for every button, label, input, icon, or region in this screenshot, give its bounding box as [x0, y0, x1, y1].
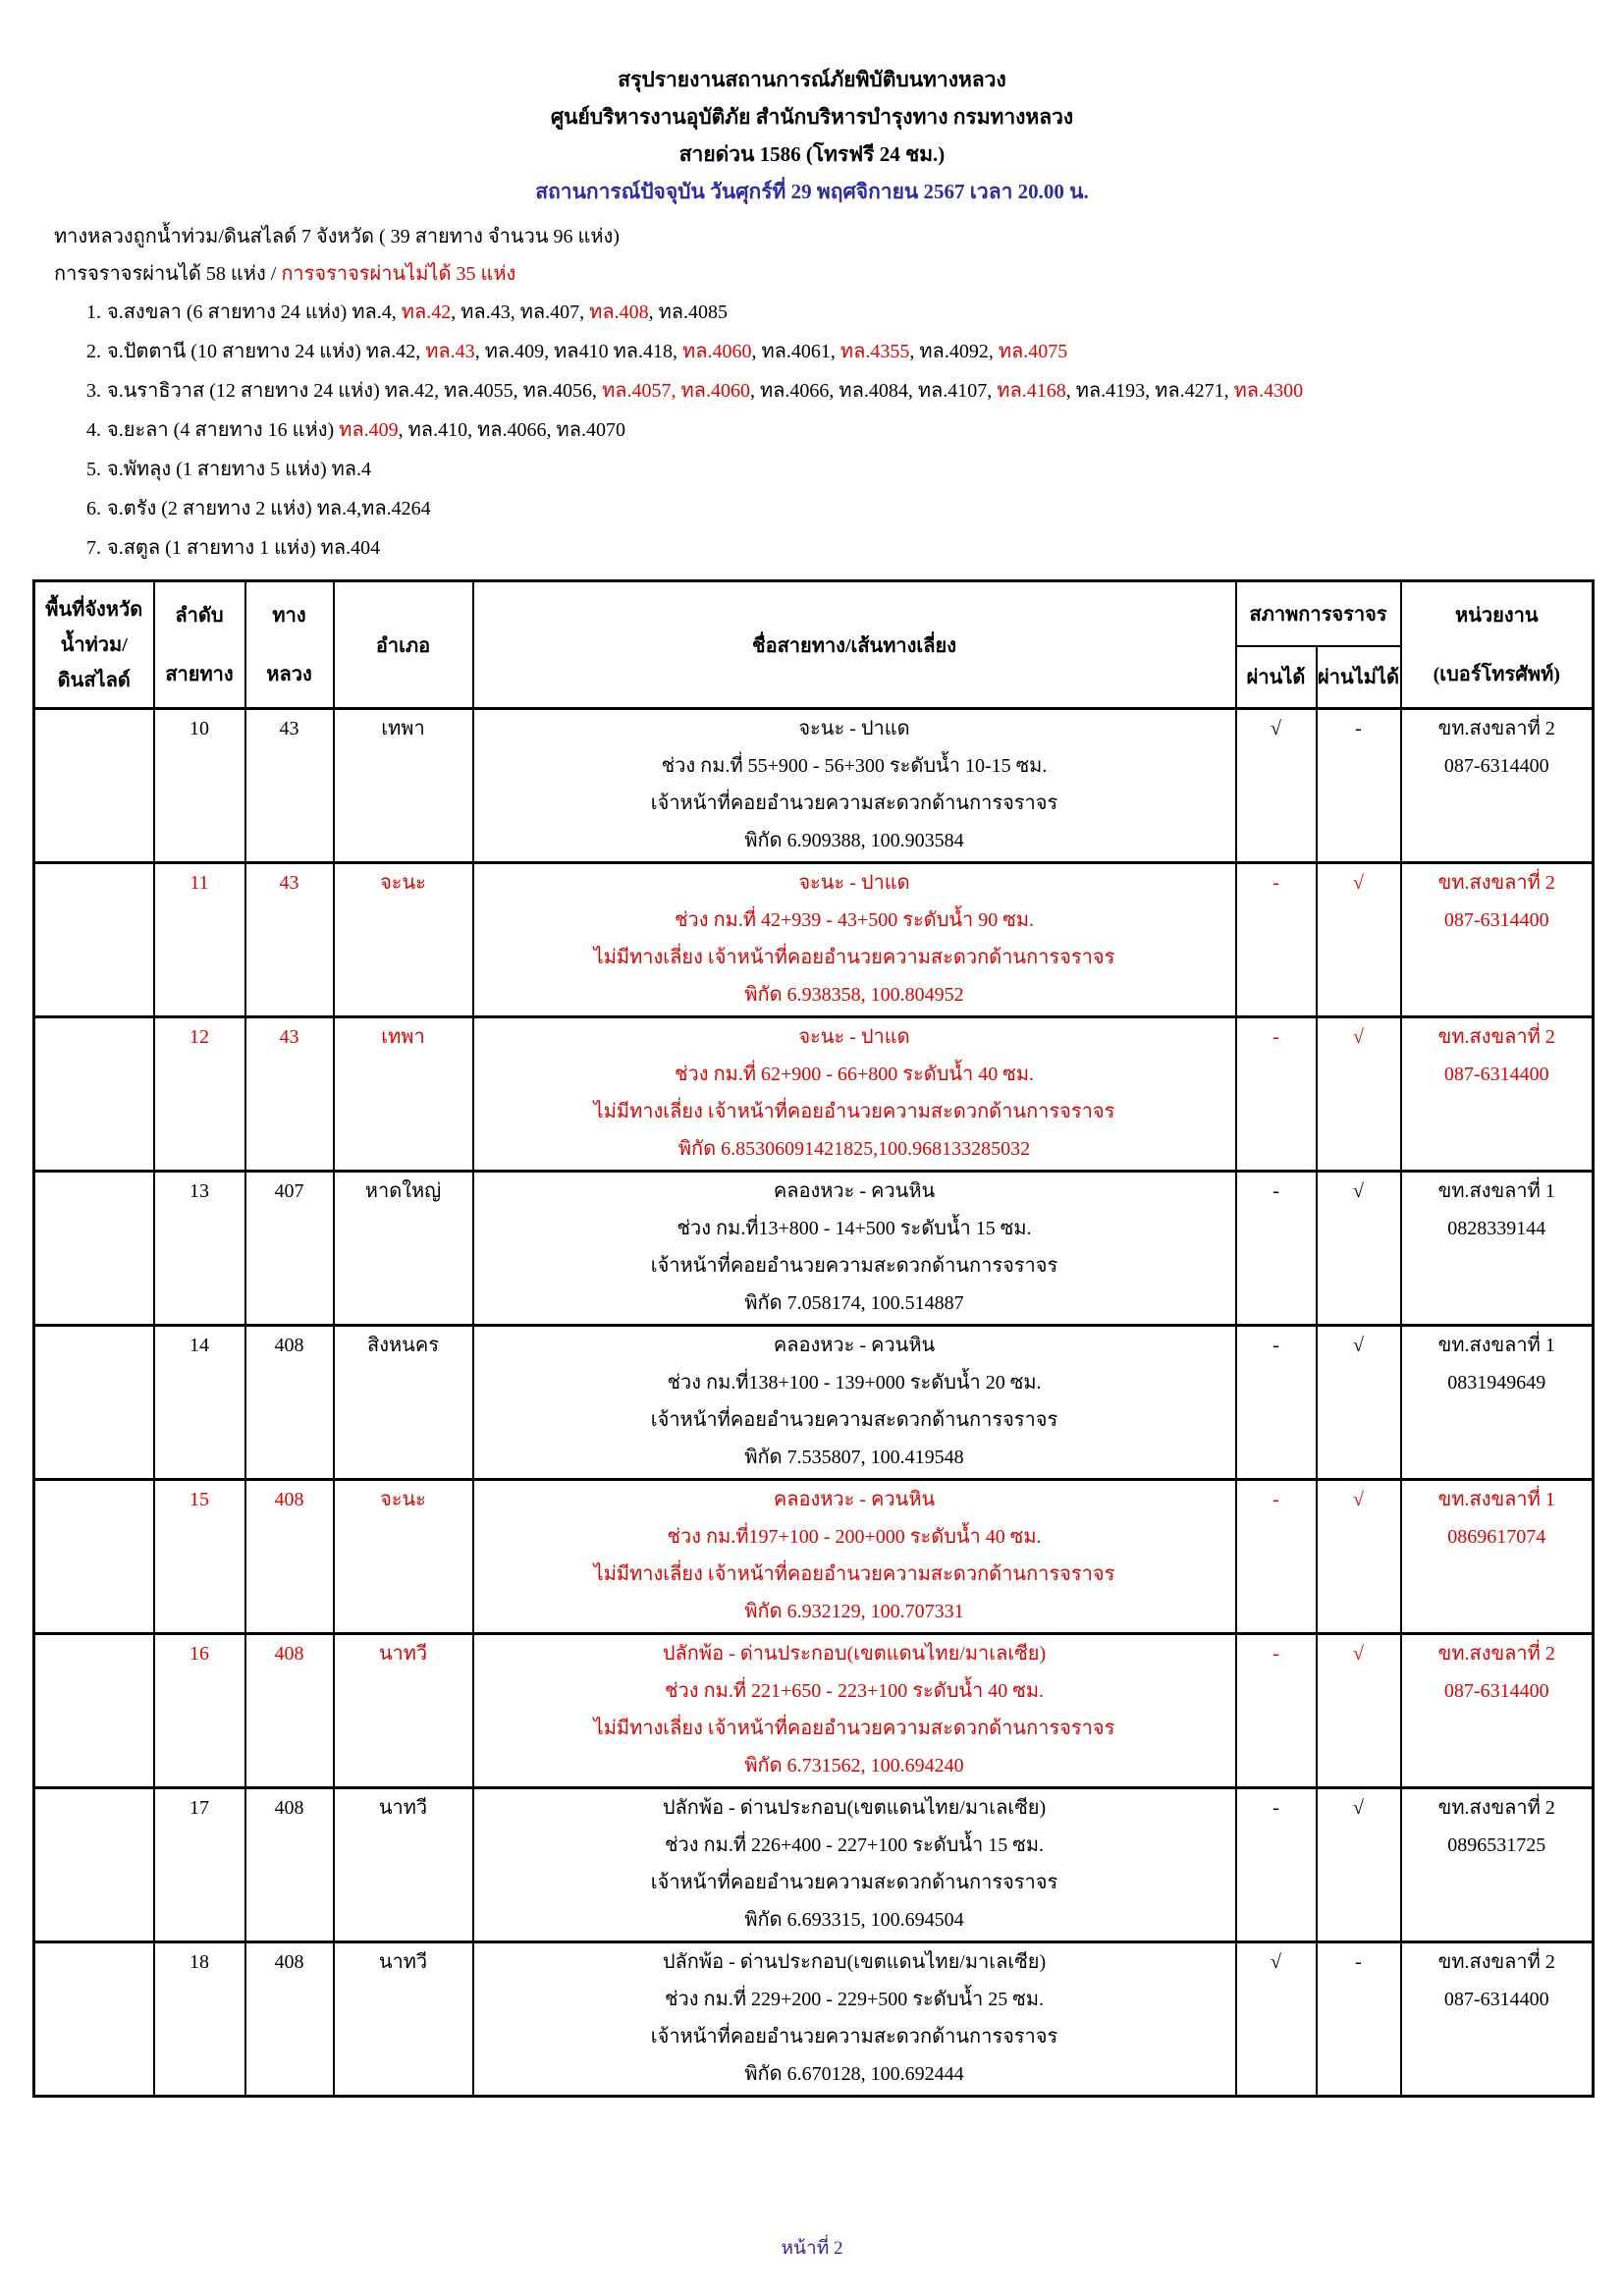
cell-line: ช่วง กม.ที่ 42+939 - 43+500 ระดับน้ำ 90 ซม.: [674, 909, 1035, 931]
cell-line: ขท.สงขลาที่ 1: [1437, 1489, 1555, 1510]
cell-route: [245, 1326, 334, 1480]
cell-line: สิงหนคร: [367, 1335, 439, 1356]
province-list-item: [86, 371, 1624, 410]
cell-district: [334, 863, 473, 1017]
col-header-seq: ลำดับ สายทาง: [154, 581, 245, 709]
cell-line: ช่วง กม.ที่ 62+900 - 66+800 ระดับน้ำ 40 ซม.: [674, 1064, 1035, 1085]
cell-line: ไม่มีทางเลี่ยง เจ้าหน้าที่คอยอำนวยความสะดวกด้านการจราจร: [593, 1101, 1115, 1122]
cell-line: ขท.สงขลาที่ 2: [1437, 718, 1555, 739]
cell-seq: [154, 1942, 245, 2097]
cell-line: 43: [279, 872, 299, 894]
cell-route-name: [473, 1788, 1236, 1942]
table-row: [34, 863, 1594, 1017]
province-list-item: [86, 332, 1624, 371]
province-item-text: จ.สตูล (1 สายทาง 1 แห่ง) ทล.404: [107, 537, 381, 559]
cell-route: [245, 1017, 334, 1172]
col-header-district: อำเภอ: [334, 581, 473, 709]
cell-agency: [1401, 1017, 1594, 1172]
cell-area: [34, 1172, 154, 1326]
cell-line: 12: [189, 1026, 209, 1048]
cell-line: -: [1355, 1951, 1362, 1973]
cell-line: คลองหวะ - ควนหิน: [773, 1489, 936, 1510]
cell-agency: [1401, 1326, 1594, 1480]
cell-route-name: [473, 1017, 1236, 1172]
col-header-agency: หน่วยงาน (เบอร์โทรศัพท์): [1401, 581, 1594, 709]
cell-line: พิกัด 6.670128, 100.692444: [744, 2063, 964, 2085]
cell-area: [34, 1017, 154, 1172]
cell-seq: [154, 709, 245, 863]
province-item-text: , ทล.4061,: [751, 341, 840, 362]
col-header-pass: ผ่านได้: [1236, 646, 1317, 709]
cell-line: -: [1355, 718, 1362, 739]
province-item-number: 1.: [86, 301, 101, 323]
cell-line: เจ้าหน้าที่คอยอำนวยความสะดวกด้านการจราจร: [650, 2026, 1058, 2048]
col-header-traffic: สภาพการจราจร: [1236, 581, 1401, 646]
province-list-item: [86, 410, 1624, 450]
cell-line: -: [1272, 1180, 1279, 1202]
province-list: [54, 293, 1624, 568]
col-header-nopass: ผ่านไม่ได้: [1317, 646, 1401, 709]
cell-line: เทพา: [381, 718, 425, 739]
cell-line: พิกัด 6.693315, 100.694504: [744, 1909, 964, 1931]
cell-seq: [154, 863, 245, 1017]
province-item-text: , ทล.409, ทล410 ทล.418,: [474, 341, 683, 362]
cell-pass-mark: [1236, 709, 1317, 863]
cell-line: √: [1353, 1180, 1364, 1202]
province-item-text: จ.ยะลา (4 สายทาง 16 แห่ง): [107, 419, 340, 441]
province-item-text: จ.ปัตตานี (10 สายทาง 24 แห่ง) ทล.42,: [107, 341, 426, 362]
cell-pass-mark: [1236, 863, 1317, 1017]
cell-line: เจ้าหน้าที่คอยอำนวยความสะดวกด้านการจราจร: [650, 1409, 1058, 1431]
cell-line: ไม่มีทางเลี่ยง เจ้าหน้าที่คอยอำนวยความสะดวกด้านการจราจร: [593, 1563, 1115, 1585]
province-item-text: , ทล.4066, ทล.4084, ทล.4107,: [749, 380, 998, 402]
cell-nopass-mark: [1317, 709, 1401, 863]
cell-line: คลองหวะ - ควนหิน: [773, 1335, 936, 1356]
cell-line: นาทวี: [378, 1951, 428, 1973]
cell-pass-mark: [1236, 1634, 1317, 1788]
title-block: [0, 0, 1624, 210]
cell-line: 0831949649: [1447, 1372, 1546, 1394]
report-title: สรุปรายงานสถานการณ์ภัยพิบัติบนทางหลวง: [618, 68, 1006, 91]
cell-route: [245, 1480, 334, 1634]
province-item-number: 2.: [86, 341, 101, 362]
cell-line: ขท.สงขลาที่ 2: [1437, 872, 1555, 894]
cell-line: เจ้าหน้าที่คอยอำนวยความสะดวกด้านการจราจร: [650, 1872, 1058, 1893]
cell-line: พิกัด 6.938358, 100.804952: [744, 984, 964, 1006]
cell-line: 408: [274, 1797, 304, 1819]
province-item-text: จ.พัทลุง (1 สายทาง 5 แห่ง) ทล.4: [107, 459, 372, 480]
cell-line: หาดใหญ่: [364, 1180, 442, 1202]
cell-nopass-mark: [1317, 1172, 1401, 1326]
province-item-text: , ทล.4092,: [909, 341, 999, 362]
cell-route-name: [473, 863, 1236, 1017]
cell-district: [334, 1480, 473, 1634]
col-header-area: พื้นที่จังหวัด น้ำท่วม/ ดินสไลด์: [34, 581, 154, 709]
cell-line: 14: [189, 1335, 209, 1356]
cell-line: นาทวี: [378, 1643, 428, 1665]
cell-route-name: [473, 1634, 1236, 1788]
cell-pass-mark: [1236, 1326, 1317, 1480]
cell-line: 087-6314400: [1443, 1989, 1549, 2010]
cell-line: 10: [189, 718, 209, 739]
cell-route-name: [473, 1172, 1236, 1326]
cell-line: 11: [189, 872, 209, 894]
cell-route: [245, 709, 334, 863]
cell-line: -: [1272, 1643, 1279, 1665]
cell-line: จะนะ - ปาแด: [798, 872, 910, 894]
province-item-text: จ.ตรัง (2 สายทาง 2 แห่ง) ทล.4,ทล.4264: [107, 498, 431, 519]
cell-line: 408: [274, 1951, 304, 1973]
province-item-text: จ.สงขลา (6 สายทาง 24 แห่ง) ทล.4,: [107, 301, 402, 323]
cell-line: 407: [274, 1180, 304, 1202]
cell-line: √: [1353, 872, 1364, 894]
cell-line: จะนะ: [380, 1489, 426, 1510]
route-ref-impassable: ทล.4060: [682, 341, 752, 362]
cell-line: 0869617074: [1447, 1526, 1546, 1548]
cell-agency: [1401, 1480, 1594, 1634]
cell-nopass-mark: [1317, 1480, 1401, 1634]
cell-area: [34, 1480, 154, 1634]
province-item-text: , ทล.4085: [648, 301, 729, 323]
cell-route-name: [473, 1480, 1236, 1634]
cell-route: [245, 1172, 334, 1326]
route-ref-impassable: ทล.4075: [998, 341, 1068, 362]
province-item-number: 5.: [86, 459, 101, 480]
cell-pass-mark: [1236, 1942, 1317, 2097]
province-list-item: [86, 450, 1624, 489]
cell-agency: [1401, 1172, 1594, 1326]
route-ref-impassable: ทล.408: [589, 301, 649, 323]
cell-agency: [1401, 1634, 1594, 1788]
cell-line: 0896531725: [1447, 1834, 1546, 1856]
cell-line: พิกัด 7.058174, 100.514887: [744, 1292, 964, 1314]
cell-nopass-mark: [1317, 1326, 1401, 1480]
cell-line: 43: [279, 1026, 299, 1048]
cell-seq: [154, 1480, 245, 1634]
cell-line: ช่วง กม.ที่ 226+400 - 227+100 ระดับน้ำ 15 ซม.: [664, 1834, 1045, 1856]
cell-line: 087-6314400: [1443, 909, 1549, 931]
route-ref-impassable: ทล.4355: [839, 341, 910, 362]
cell-line: -: [1272, 1026, 1279, 1048]
cell-line: เทพา: [381, 1026, 425, 1048]
cell-seq: [154, 1788, 245, 1942]
cell-line: 18: [189, 1951, 209, 1973]
cell-seq: [154, 1017, 245, 1172]
report-table: [32, 579, 1595, 2098]
cell-line: √: [1271, 718, 1281, 739]
cell-line: พิกัด 6.731562, 100.694240: [744, 1755, 964, 1777]
cell-line: ขท.สงขลาที่ 2: [1437, 1797, 1555, 1819]
table-row: [34, 1634, 1594, 1788]
cell-agency: [1401, 1788, 1594, 1942]
cell-area: [34, 1942, 154, 2097]
traffic-summary-line: [54, 255, 1624, 293]
cell-line: ปลักพ้อ - ด่านประกอบ(เขตแดนไทย/มาเลเซีย): [662, 1951, 1047, 1973]
cell-line: ขท.สงขลาที่ 2: [1437, 1026, 1555, 1048]
cell-district: [334, 1634, 473, 1788]
cell-line: คลองหวะ - ควนหิน: [773, 1180, 936, 1202]
cell-line: ขท.สงขลาที่ 1: [1437, 1180, 1555, 1202]
cell-route-name: [473, 1326, 1236, 1480]
province-item-text: , ทล.4193, ทล.4271,: [1065, 380, 1234, 402]
cell-line: ช่วง กม.ที่ 55+900 - 56+300 ระดับน้ำ 10-15 ซม.: [661, 755, 1048, 777]
province-item-number: 6.: [86, 498, 101, 519]
cell-nopass-mark: [1317, 1634, 1401, 1788]
cell-line: -: [1272, 1489, 1279, 1510]
cell-seq: [154, 1634, 245, 1788]
cell-line: 408: [274, 1643, 304, 1665]
cell-district: [334, 1172, 473, 1326]
cell-route: [245, 863, 334, 1017]
route-ref-impassable: ทล.42: [401, 301, 452, 323]
cell-nopass-mark: [1317, 863, 1401, 1017]
cell-line: 087-6314400: [1443, 1064, 1549, 1085]
cell-line: ปลักพ้อ - ด่านประกอบ(เขตแดนไทย/มาเลเซีย): [662, 1797, 1047, 1819]
province-list-item: [86, 293, 1624, 332]
cell-area: [34, 1634, 154, 1788]
cell-line: จะนะ: [380, 872, 426, 894]
route-ref-impassable: ทล.409: [339, 419, 399, 441]
cell-line: พิกัด 6.909388, 100.903584: [744, 830, 964, 851]
cell-seq: [154, 1172, 245, 1326]
route-ref-impassable: ทล.4057, ทล.4060: [602, 380, 750, 402]
cell-area: [34, 863, 154, 1017]
traffic-nopass-text: การจราจรผ่านไม่ได้ 35 แห่ง: [281, 263, 516, 285]
table-row: [34, 1942, 1594, 2097]
cell-line: พิกัด 6.85306091421825,100.968133285032: [677, 1138, 1031, 1160]
table-header: [34, 581, 1594, 709]
cell-route: [245, 1634, 334, 1788]
cell-pass-mark: [1236, 1480, 1317, 1634]
cell-line: ช่วง กม.ที่138+100 - 139+000 ระดับน้ำ 20 ซม.: [667, 1372, 1042, 1394]
province-item-number: 3.: [86, 380, 101, 402]
cell-line: 17: [189, 1797, 209, 1819]
cell-area: [34, 1326, 154, 1480]
route-ref-impassable: ทล.4300: [1233, 380, 1304, 402]
cell-nopass-mark: [1317, 1017, 1401, 1172]
cell-line: 087-6314400: [1443, 755, 1549, 777]
cell-line: ขท.สงขลาที่ 2: [1437, 1951, 1555, 1973]
cell-line: √: [1353, 1026, 1364, 1048]
cell-district: [334, 1788, 473, 1942]
table-row: [34, 1172, 1594, 1326]
table-body: [34, 709, 1594, 2097]
cell-route: [245, 1942, 334, 2097]
cell-line: 087-6314400: [1443, 1680, 1549, 1702]
table-row: [34, 709, 1594, 863]
cell-line: ช่วง กม.ที่13+800 - 14+500 ระดับน้ำ 15 ซม.: [677, 1218, 1032, 1239]
page-number: หน้าที่ 2: [781, 2238, 843, 2259]
table-row: [34, 1017, 1594, 1172]
province-item-number: 4.: [86, 419, 101, 441]
cell-route-name: [473, 1942, 1236, 2097]
cell-line: 408: [274, 1335, 304, 1356]
cell-line: ช่วง กม.ที่ 221+650 - 223+100 ระดับน้ำ 40 ซม.: [664, 1680, 1045, 1702]
cell-district: [334, 709, 473, 863]
province-list-item: [86, 528, 1624, 568]
cell-seq: [154, 1326, 245, 1480]
col-header-route: ทาง หลวง: [245, 581, 334, 709]
route-ref-impassable: ทล.4168: [997, 380, 1066, 402]
cell-line: พิกัด 7.535807, 100.419548: [744, 1447, 964, 1468]
cell-line: 43: [279, 718, 299, 739]
report-status-line: สถานการณ์ปัจจุบัน วันศุกร์ที่ 29 พฤศจิกายน 2567 เวลา 20.00 น.: [535, 180, 1089, 203]
cell-line: ช่วง กม.ที่197+100 - 200+000 ระดับน้ำ 40 ซม.: [667, 1526, 1042, 1548]
col-header-route-name: ชื่อสายทาง/เส้นทางเลี่ยง: [473, 581, 1236, 709]
cell-line: เจ้าหน้าที่คอยอำนวยความสะดวกด้านการจราจร: [650, 1255, 1058, 1277]
cell-district: [334, 1942, 473, 2097]
route-ref-impassable: ทล.43: [425, 341, 475, 362]
cell-line: 15: [189, 1489, 209, 1510]
province-item-text: จ.นราธิวาส (12 สายทาง 24 แห่ง) ทล.42, ทล.4055, ทล.4056,: [107, 380, 603, 402]
table-row: [34, 1480, 1594, 1634]
cell-line: ไม่มีทางเลี่ยง เจ้าหน้าที่คอยอำนวยความสะดวกด้านการจราจร: [593, 947, 1115, 968]
province-item-number: 7.: [86, 537, 101, 559]
cell-agency: [1401, 709, 1594, 863]
cell-nopass-mark: [1317, 1942, 1401, 2097]
report-org: ศูนย์บริหารงานอุบัติภัย สำนักบริหารบำรุงทาง กรมทางหลวง: [550, 105, 1074, 129]
cell-line: ขท.สงขลาที่ 1: [1437, 1335, 1555, 1356]
summary-block: [54, 218, 1624, 568]
cell-agency: [1401, 863, 1594, 1017]
cell-agency: [1401, 1942, 1594, 2097]
table-row: [34, 1326, 1594, 1480]
cell-line: 16: [189, 1643, 209, 1665]
cell-line: ช่วง กม.ที่ 229+200 - 229+500 ระดับน้ำ 25 ซม.: [664, 1989, 1045, 2010]
cell-pass-mark: [1236, 1172, 1317, 1326]
cell-line: -: [1272, 872, 1279, 894]
cell-line: √: [1271, 1951, 1281, 1973]
cell-line: ไม่มีทางเลี่ยง เจ้าหน้าที่คอยอำนวยความสะดวกด้านการจราจร: [593, 1718, 1115, 1739]
cell-line: พิกัด 6.932129, 100.707331: [744, 1601, 964, 1622]
cell-line: จะนะ - ปาแด: [798, 1026, 910, 1048]
cell-line: นาทวี: [378, 1797, 428, 1819]
cell-route-name: [473, 709, 1236, 863]
cell-nopass-mark: [1317, 1788, 1401, 1942]
cell-line: 13: [189, 1180, 209, 1202]
cell-pass-mark: [1236, 1017, 1317, 1172]
cell-line: -: [1272, 1797, 1279, 1819]
province-item-text: , ทล.410, ทล.4066, ทล.4070: [398, 419, 625, 441]
cell-line: √: [1353, 1643, 1364, 1665]
cell-area: [34, 709, 154, 863]
province-list-item: [86, 489, 1624, 528]
cell-line: ขท.สงขลาที่ 2: [1437, 1643, 1555, 1665]
cell-district: [334, 1017, 473, 1172]
cell-pass-mark: [1236, 1788, 1317, 1942]
cell-line: จะนะ - ปาแด: [798, 718, 910, 739]
report-hotline: สายด่วน 1586 (โทรฟรี 24 ชม.): [678, 142, 946, 166]
province-item-text: , ทล.43, ทล.407,: [451, 301, 590, 323]
cell-line: เจ้าหน้าที่คอยอำนวยความสะดวกด้านการจราจร: [650, 793, 1058, 814]
cell-line: ปลักพ้อ - ด่านประกอบ(เขตแดนไทย/มาเลเซีย): [662, 1643, 1047, 1665]
cell-line: √: [1353, 1489, 1364, 1510]
cell-area: [34, 1788, 154, 1942]
table-row: [34, 1788, 1594, 1942]
cell-district: [334, 1326, 473, 1480]
cell-line: √: [1353, 1335, 1364, 1356]
cell-line: 408: [274, 1489, 304, 1510]
cell-line: -: [1272, 1335, 1279, 1356]
flood-summary-line: ทางหลวงถูกน้ำท่วม/ดินสไลด์ 7 จังหวัด ( 39 สายทาง จำนวน 96 แห่ง): [54, 226, 620, 247]
cell-line: √: [1353, 1797, 1364, 1819]
traffic-pass-text: การจราจรผ่านได้ 58 แห่ง /: [54, 263, 282, 285]
cell-line: 0828339144: [1447, 1218, 1546, 1239]
cell-route: [245, 1788, 334, 1942]
